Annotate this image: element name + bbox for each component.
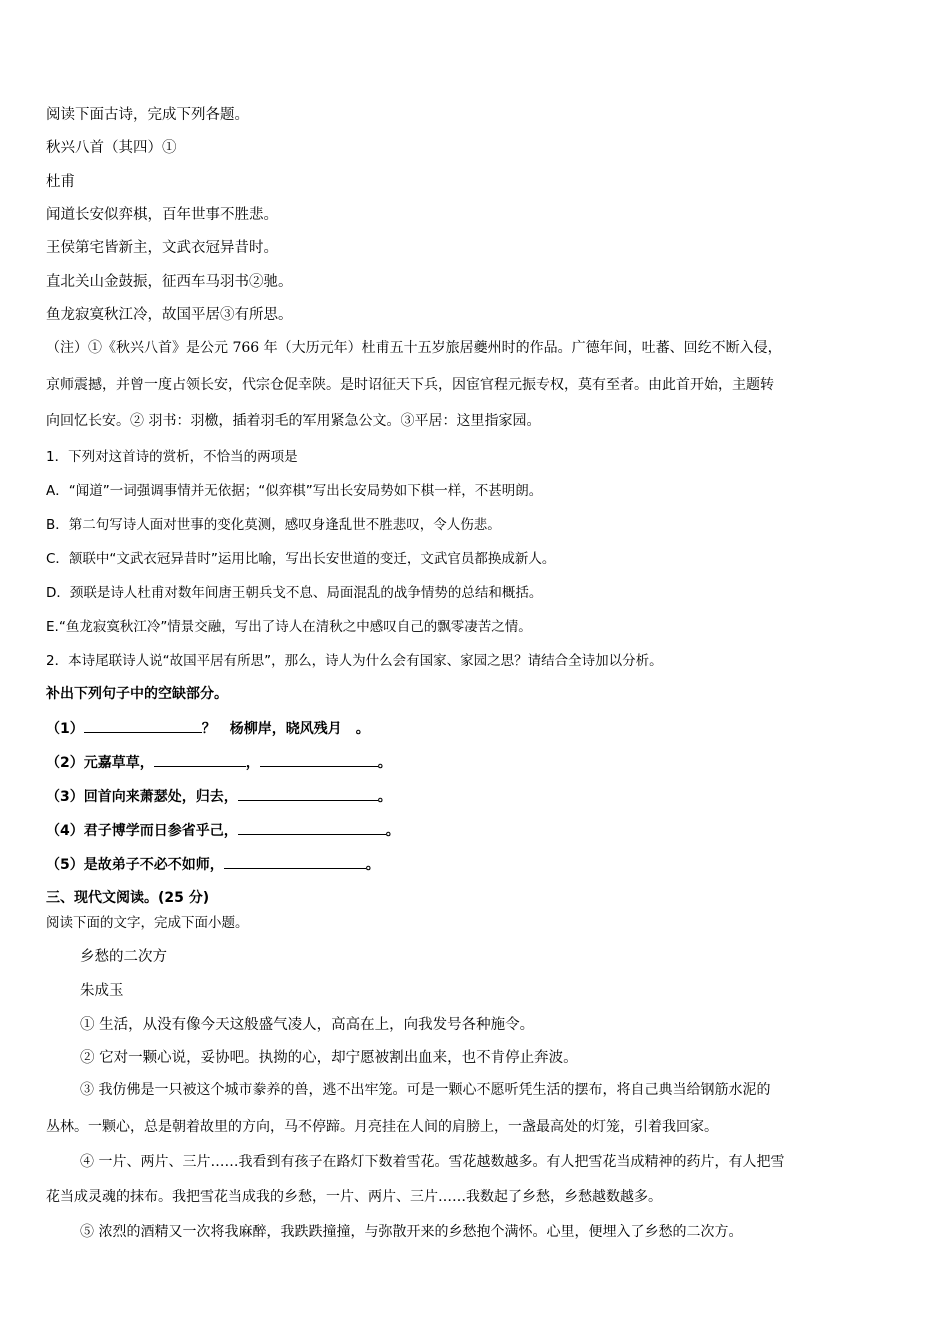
section-3-instruction: 阅读下面的文字，完成下面小题。 (46, 915, 249, 931)
reading-instruction: 阅读下面古诗，完成下列各题。 (46, 107, 249, 123)
fill-blank-heading: 补出下列句子中的空缺部分。 (46, 686, 228, 702)
question-1-option-d: D．颈联是诗人杜甫对数年间唐王朝兵戈不息、局面混乱的战争情势的总结和概括。 (46, 585, 543, 601)
question-2-stem: 2．本诗尾联诗人说“故国平居有所思”，那么，诗人为什么会有国家、家园之思？请结合全诗加以分析。 (46, 653, 663, 669)
question-1-option-b: B．第二句写诗人面对世事的变化莫测，感叹身逢乱世不胜悲叹，令人伤悲。 (46, 517, 501, 533)
article-paragraph: 丛林。一颗心，总是朝着故里的方向，马不停蹄。月亮挂在人间的肩膀上，一盏最高处的灯笼，引着我回家。 (46, 1119, 718, 1135)
article-paragraph: ⑤ 浓烈的酒精又一次将我麻醉，我跌跌撞撞，与弥散开来的乡愁抱个满怀。心里，便埋入了乡愁的二次方。 (80, 1224, 743, 1240)
fill-item-3 (46, 786, 392, 806)
article-paragraph: ④ 一片、两片、三片……我看到有孩子在路灯下数着雪花。雪花越数越多。有人把雪花当成精神的药片，有人把雪 (80, 1154, 785, 1170)
question-1-stem: 1．下列对这首诗的赏析，不恰当的两项是 (46, 449, 298, 465)
poem-author: 杜甫 (46, 174, 75, 190)
fill-item-4-end: 。 (385, 823, 400, 839)
answer-blank[interactable] (260, 752, 378, 767)
poem-line: 王侯第宅皆新主，文武衣冠异昔时。 (46, 240, 278, 256)
fill-item-5 (46, 854, 380, 874)
fill-item-4-prefix: （4）君子博学而日参省乎己， (46, 823, 238, 839)
poem-line: 闻道长安似弈棋，百年世事不胜悲。 (46, 207, 278, 223)
poem-line: 直北关山金鼓振，征西车马羽书②驰。 (46, 274, 293, 290)
fill-item-2-end: 。 (377, 755, 392, 771)
fill-item-2-prefix: （2）元嘉草草， (46, 755, 154, 771)
fill-item-3-end: 。 (377, 789, 392, 805)
question-1-option-a: A．“闻道”一词强调事情并无依据；“似弈棋”写出长安局势如下棋一样，不甚明朗。 (46, 483, 543, 499)
answer-blank[interactable] (84, 718, 202, 733)
poem-title: 秋兴八首（其四）① (46, 140, 177, 156)
question-1-option-c: C．颔联中“文武衣冠异昔时”运用比喻，写出长安世道的变迁，文武官员都换成新人。 (46, 551, 556, 567)
article-title: 乡愁的二次方 (80, 949, 167, 965)
note-line: 向回忆长安。② 羽书：羽檄，插着羽毛的军用紧急公文。③平居：这里指家园。 (46, 413, 541, 429)
note-line: 京师震撼，并曾一度占领长安，代宗仓促幸陕。是时诏征天下兵，因宦官程元振专权，莫有至者。由此首开始，主题转 (46, 377, 774, 393)
answer-blank[interactable] (238, 786, 378, 801)
answer-blank[interactable] (154, 752, 246, 767)
fill-item-1-prefix: （1） (46, 721, 84, 737)
article-paragraph: ③ 我仿佛是一只被这个城市豢养的兽，逃不出牢笼。可是一颗心不愿听凭生活的摆布，将自己典当给钢筋水泥的 (80, 1082, 771, 1098)
poem-line: 鱼龙寂寞秋江冷，故国平居③有所思。 (46, 307, 293, 323)
fill-item-4 (46, 820, 400, 840)
article-paragraph: ① 生活，从没有像今天这般盛气凌人，高高在上，向我发号各种施令。 (80, 1017, 535, 1033)
fill-item-1-text: ？ 杨柳岸，晓风残月 。 (201, 721, 370, 737)
fill-item-2-comma: ， (245, 755, 260, 771)
fill-item-2 (46, 752, 392, 772)
note-line: （注）①《秋兴八首》是公元 766 年（大历元年）杜甫五十五岁旅居夔州时的作品。广德年间，吐蕃、回纥不断入侵， (46, 340, 782, 356)
fill-item-5-prefix: （5）是故弟子不必不如师， (46, 857, 224, 873)
article-paragraph: 花当成灵魂的抹布。我把雪花当成我的乡愁，一片、两片、三片……我数起了乡愁，乡愁越数越多。 (46, 1189, 662, 1205)
fill-item-3-prefix: （3）回首向来萧瑟处，归去， (46, 789, 238, 805)
fill-item-1 (46, 718, 370, 738)
article-author: 朱成玉 (80, 983, 124, 999)
answer-blank[interactable] (238, 820, 386, 835)
section-3-heading: 三、现代文阅读。(25 分) (46, 890, 210, 906)
question-1-option-e: E.“鱼龙寂寞秋江冷”情景交融，写出了诗人在清秋之中感叹自己的飘零凄苦之情。 (46, 619, 532, 635)
answer-blank[interactable] (224, 854, 366, 869)
fill-item-5-end: 。 (365, 857, 380, 873)
article-paragraph: ② 它对一颗心说，妥协吧。执拗的心，却宁愿被割出血来，也不肯停止奔波。 (80, 1050, 578, 1066)
